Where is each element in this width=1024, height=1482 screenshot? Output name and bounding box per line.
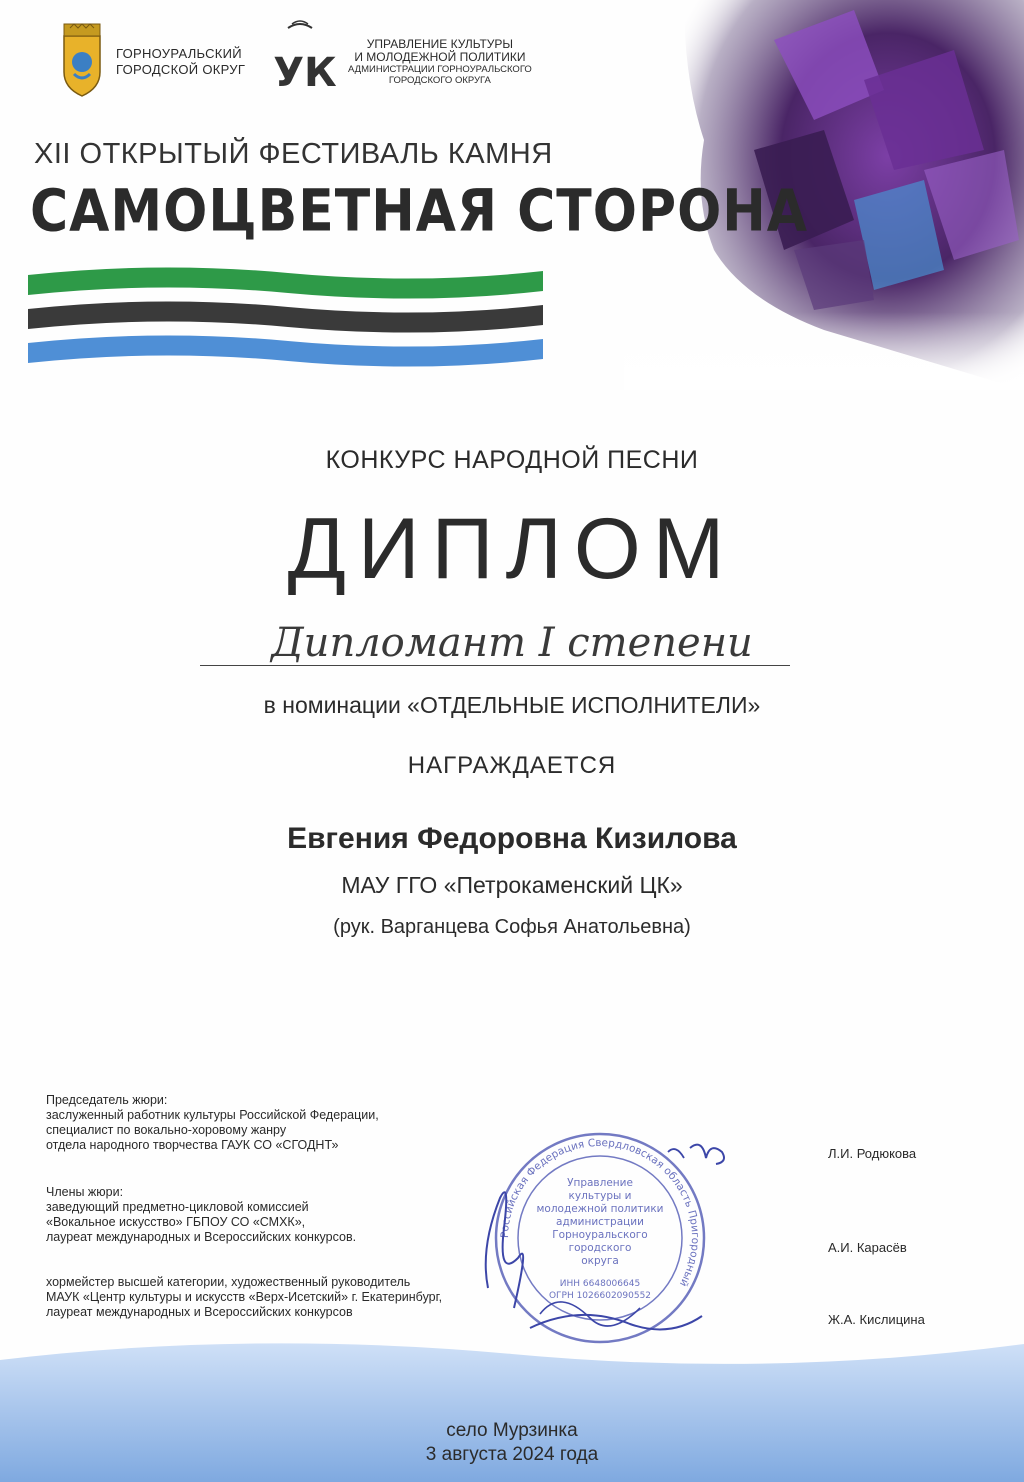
stamp-line: городского	[568, 1242, 632, 1254]
event-date: 3 августа 2024 года	[425, 1444, 599, 1465]
jury-member1-name: А.И. Карасёв	[828, 1240, 907, 1255]
jury-line: хормейстер высшей категории, художественный руководитель	[46, 1275, 411, 1289]
jury-chair-name: Л.И. Родюкова	[828, 1146, 917, 1161]
degree-handwritten: Дипломант I степени	[271, 620, 753, 666]
jury-line: Члены жюри:	[46, 1185, 124, 1199]
org-name-line: АДМИНИСТРАЦИИ ГОРНОУРАЛЬСКОГО	[348, 64, 532, 75]
jury-line: заслуженный работник культуры Российской Федерации,	[46, 1108, 379, 1122]
stamp-line: администрации	[556, 1216, 644, 1228]
recipient-organization: МАУ ГГО «Петрокаменский ЦК»	[341, 872, 683, 898]
org-name-line: И МОЛОДЕЖНОЙ ПОЛИТИКИ	[354, 50, 526, 64]
jury-line: лауреат международных и Всероссийских конкурсов	[46, 1305, 353, 1319]
festival-subtitle: XII ОТКРЫТЫЙ ФЕСТИВАЛЬ КАМНЯ	[34, 138, 553, 170]
jury-line: Председатель жюри:	[46, 1093, 168, 1107]
stamp-line: культуры и	[568, 1190, 632, 1202]
jury-line: заведующий предметно-цикловой комиссией	[46, 1200, 309, 1214]
diploma-heading: ДИПЛОМ	[287, 501, 737, 597]
degree-underline	[200, 665, 790, 666]
jury-chair-block	[46, 1093, 379, 1153]
jury-member1-block	[46, 1185, 356, 1245]
nomination-text: в номинации «ОТДЕЛЬНЫЕ ИСПОЛНИТЕЛИ»	[263, 692, 761, 718]
jury-member2-name: Ж.А. Кислицина	[828, 1312, 925, 1327]
jury-line: МАУК «Центр культуры и искусств «Верх-Исетский» г. Екатеринбург,	[46, 1290, 443, 1304]
event-place: село Мурзинка	[446, 1420, 578, 1441]
jury-member2-block	[46, 1275, 442, 1320]
awarded-text: НАГРАЖДАЕТСЯ	[407, 752, 617, 779]
contest-title: КОНКУРС НАРОДНОЙ ПЕСНИ	[325, 446, 699, 474]
stamp-line: Горноуральского	[552, 1229, 648, 1241]
org-name-district	[116, 46, 245, 78]
jury-line: отдела народного творчества ГАУК СО «СГОДНТ»	[46, 1138, 339, 1152]
stamp-line: округа	[581, 1255, 619, 1267]
org-name-line: УПРАВЛЕНИЕ КУЛЬТУРЫ	[366, 37, 514, 51]
stamp-line: Управление	[567, 1177, 633, 1189]
official-stamp	[470, 1128, 730, 1348]
stamp-line: молодежной политики	[536, 1203, 664, 1215]
stamp-ring-text: Российская Федерация Свердловская область Пригородный	[498, 1136, 702, 1289]
stamp-inn: ИНН 6648006645	[559, 1279, 641, 1289]
festival-title: САМОЦВЕТНАЯ СТОРОНА	[30, 178, 809, 246]
stamp-ogrn: ОГРН 1026602090552	[548, 1291, 652, 1301]
org-name-line: ГОРОДСКОГО ОКРУГА	[388, 75, 491, 86]
logo-letters: УК	[273, 50, 337, 96]
jury-line: «Вокальное искусство» ГБПОУ СО «СМХК»,	[46, 1215, 306, 1229]
culture-department-logo-icon	[270, 20, 340, 98]
wave-stripes-decoration	[28, 265, 543, 375]
jury-line: лауреат международных и Всероссийских конкурсов.	[46, 1230, 357, 1244]
org-name-culture-department	[348, 38, 532, 86]
recipient-name: Евгения Федоровна Кизилова	[287, 822, 737, 855]
org-name-line: ГОРОДСКОЙ ОКРУГ	[116, 62, 246, 77]
coat-of-arms-icon	[60, 22, 104, 98]
org-name-line: ГОРНОУРАЛЬСКИЙ	[116, 46, 242, 61]
recipient-leader: (рук. Варганцева Софья Анатольевна)	[333, 916, 691, 938]
jury-line: специалист по вокально-хоровому жанру	[46, 1123, 287, 1137]
